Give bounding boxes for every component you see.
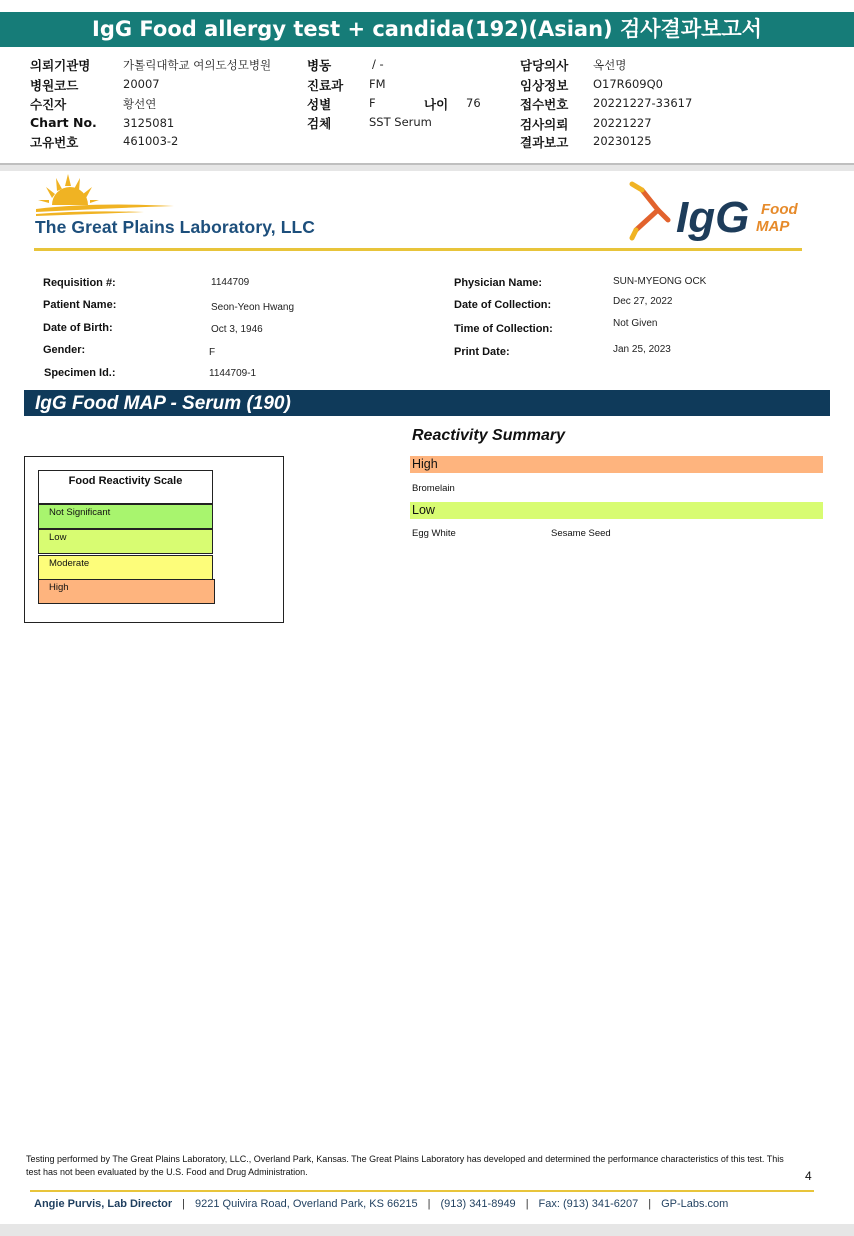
label-unique-no: 고유번호	[30, 135, 79, 150]
scale-row-moderate: Moderate	[38, 555, 213, 580]
lab-address: 9221 Quivira Road, Overland Park, KS 66215	[195, 1198, 418, 1210]
igg-logo-map: MAP	[756, 218, 790, 235]
value-physician: SUN-MYEONG OCK	[613, 276, 707, 287]
label-physician: Physician Name:	[454, 277, 543, 289]
label-department: 진료과	[307, 78, 344, 93]
value-clinical-info: O17R609Q0	[593, 77, 663, 91]
footer-divider	[30, 1190, 814, 1192]
antibody-icon	[636, 190, 668, 230]
label-age: 나이	[424, 97, 449, 112]
report-title: IgG Food allergy test + candida(192)(Asian) 검사결과보고서	[0, 12, 854, 47]
value-request-date: 20221227	[593, 116, 652, 130]
igg-food-map-logo	[628, 180, 808, 242]
label-dob: Date of Birth:	[43, 322, 113, 334]
label-institution: 의뢰기관명	[30, 58, 91, 73]
scale-row-high: High	[38, 579, 215, 604]
value-age: 76	[466, 96, 481, 110]
value-report-date: 20230125	[593, 134, 652, 148]
value-patient: 황선연	[123, 97, 157, 111]
label-requisition: Requisition #:	[43, 277, 116, 289]
label-doctor: 담당의사	[520, 58, 569, 73]
section-title: IgG Food MAP - Serum (190)	[24, 390, 830, 416]
value-print-date: Jan 25, 2023	[613, 344, 671, 355]
label-specimen-id: Specimen Id.:	[44, 367, 116, 379]
summary-high-band: High	[410, 456, 823, 473]
lab-name: The Great Plains Laboratory, LLC	[35, 217, 316, 237]
lab-director: Angie Purvis, Lab Director	[34, 1198, 173, 1210]
lab-website: GP-Labs.com	[661, 1198, 729, 1210]
footer-contact: Angie Purvis, Lab Director | 9221 Quivira Road, Overland Park, KS 66215 | (913) 341-8949 | Fax: (913) 341-6207 | GP-Labs.com	[34, 1198, 729, 1210]
label-patient-name: Patient Name:	[43, 299, 117, 311]
lab-phone: (913) 341-8949	[440, 1198, 516, 1210]
label-report-date: 결과보고	[520, 135, 569, 150]
label-chart-no: Chart No.	[30, 115, 97, 130]
label-gender: Gender:	[43, 344, 86, 356]
value-sex: F	[369, 96, 376, 110]
summary-high-item: Bromelain	[412, 483, 455, 494]
summary-low-item: Sesame Seed	[551, 528, 611, 539]
summary-low-item: Egg White	[412, 528, 456, 539]
value-unique-no: 461003-2	[123, 134, 179, 148]
value-collection-date: Dec 27, 2022	[613, 296, 673, 307]
label-sex: 성별	[307, 97, 332, 112]
request-info	[0, 55, 854, 155]
label-collection-time: Time of Collection:	[454, 323, 553, 335]
value-collection-time: Not Given	[613, 318, 658, 329]
label-patient: 수진자	[30, 97, 67, 112]
scale-row-not-significant: Not Significant	[38, 504, 213, 529]
summary-low-band: Low	[410, 502, 823, 519]
value-chart-no: 3125081	[123, 116, 175, 130]
label-ward: 병동	[307, 58, 332, 73]
label-collection-date: Date of Collection:	[454, 299, 552, 311]
value-doctor: 옥선명	[593, 58, 627, 72]
value-ward: / -	[372, 57, 384, 71]
value-receipt-no: 20221227-33617	[593, 96, 693, 110]
scale-title: Food Reactivity Scale	[38, 470, 213, 504]
page-gap	[0, 165, 854, 171]
value-requisition: 1144709	[211, 277, 250, 288]
page-number: 4	[805, 1169, 812, 1183]
igg-logo-text: IgG	[676, 193, 750, 242]
logo-divider	[34, 248, 802, 251]
label-clinical-info: 임상정보	[520, 78, 569, 93]
label-request-date: 검사의뢰	[520, 117, 569, 132]
value-institution: 가톨릭대학교 여의도성모병원	[123, 58, 272, 72]
value-specimen-id: 1144709-1	[209, 368, 257, 379]
value-department: FM	[369, 77, 386, 91]
disclaimer-note: Testing performed by The Great Plains Laboratory, LLC., Overland Park, Kansas. The Great Plains Laboratory has developed and determined the performance characteristics of this test. This test has not been evaluated by the U.S. Food and Drug Administration.	[26, 1154, 784, 1177]
value-specimen: SST Serum	[369, 115, 432, 129]
label-print-date: Print Date:	[454, 346, 510, 358]
label-specimen: 검체	[307, 116, 332, 131]
value-hospital-code: 20007	[123, 77, 160, 91]
scale-row-low: Low	[38, 529, 213, 554]
value-dob: Oct 3, 1946	[211, 324, 263, 335]
lab-fax: Fax: (913) 341-6207	[538, 1198, 639, 1210]
label-hospital-code: 병원코드	[30, 78, 79, 93]
value-patient-name: Seon-Yeon Hwang	[211, 302, 295, 313]
value-gender: F	[209, 347, 216, 358]
page-bottom-gap	[0, 1224, 854, 1236]
summary-title: Reactivity Summary	[412, 427, 565, 444]
label-receipt-no: 접수번호	[520, 97, 569, 112]
igg-logo-food: Food	[761, 201, 798, 218]
